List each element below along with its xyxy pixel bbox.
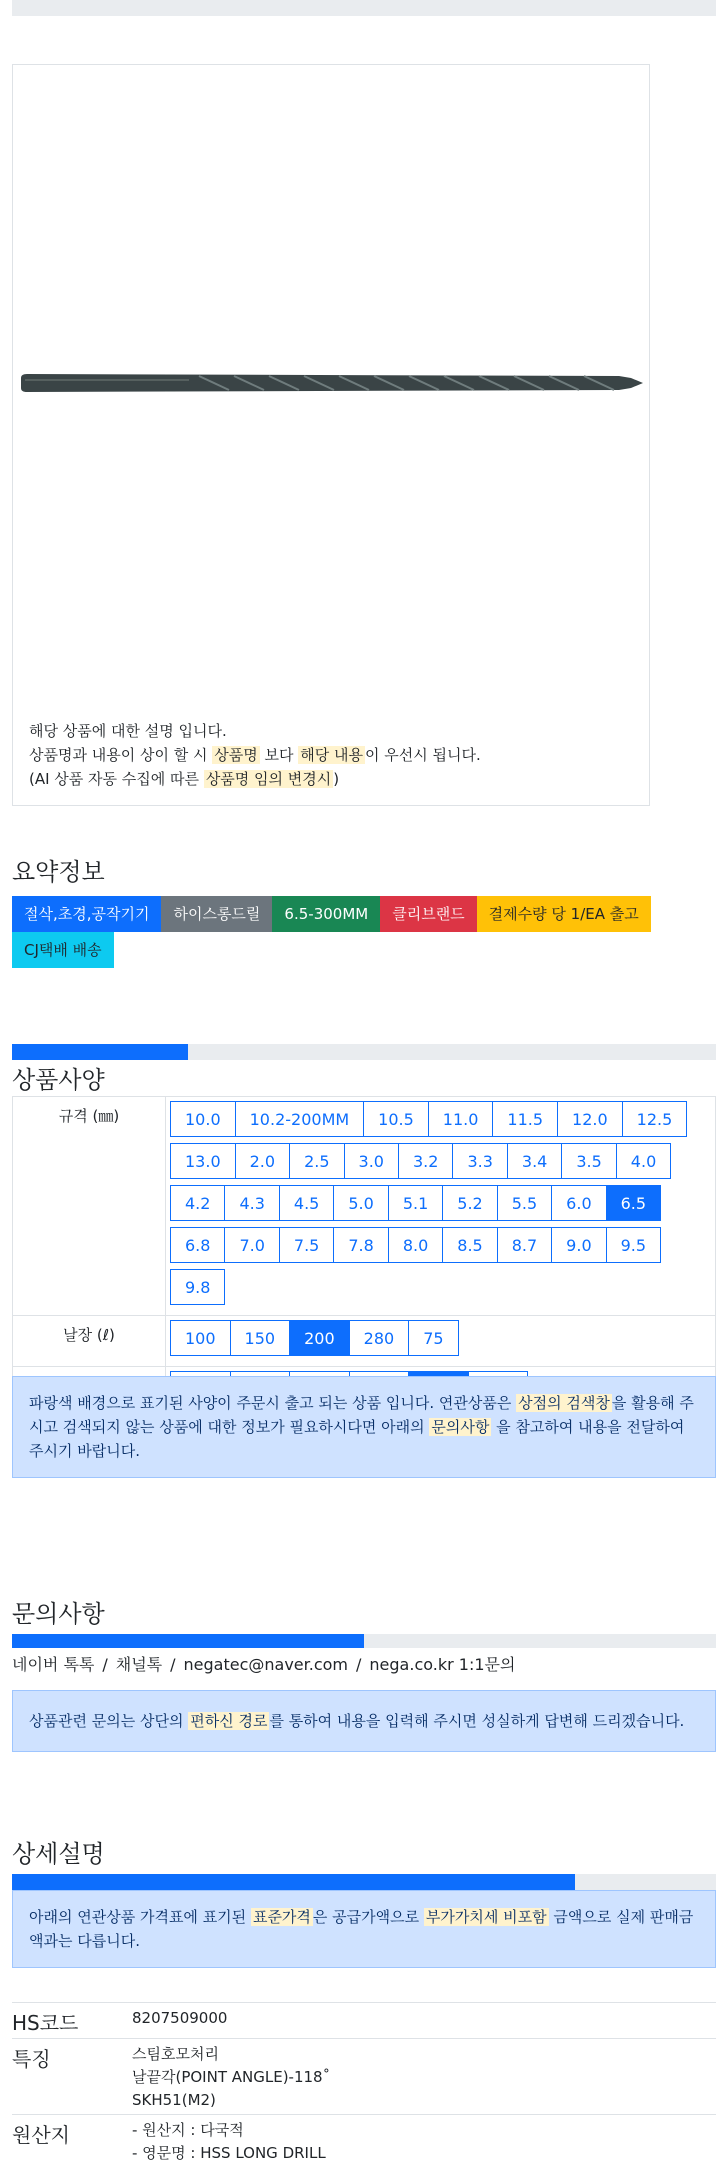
separator: / [356,1655,362,1674]
highlight: 상품명 임의 변경시 [205,770,332,788]
spec-option-button[interactable]: 7.8 [333,1227,388,1263]
product-description [29,719,481,791]
info-key: 원산지 [12,2115,132,2167]
inquiry-progress-fill [12,1634,364,1648]
contact-link[interactable]: 네이버 톡톡 [12,1655,95,1674]
inquiry-progress [12,1634,716,1648]
spec-row [13,1097,716,1316]
separator: / [102,1655,108,1674]
inquiry-notice [12,1690,716,1752]
spec-notice [12,1376,716,1478]
spec-option-button[interactable]: 13.0 [170,1143,236,1179]
spec-option-button[interactable]: 3.0 [344,1143,399,1179]
info-value-line: 스팀호모처리 [132,2045,219,2063]
summary-badge: 절삭,초경,공작기기 [12,896,161,932]
text: 파랑색 배경으로 표기된 사양이 주문시 출고 되는 상품 입니다. 연관상품은 [29,1394,512,1412]
spec-option-button[interactable]: 9.8 [170,1269,225,1305]
spec-table [12,1096,716,1418]
spec-option-button[interactable]: 5.0 [333,1185,388,1221]
spec-title: 상품사양 [12,1066,105,1094]
info-value [132,2115,716,2167]
spec-option-button[interactable]: 7.5 [279,1227,334,1263]
spec-option-button[interactable]: 2.5 [289,1143,344,1179]
spec-option-button[interactable]: 8.5 [442,1227,497,1263]
spec-option-button[interactable]: 6.5 [606,1185,661,1221]
info-value [132,2003,716,2039]
spec-option-button[interactable]: 9.5 [606,1227,661,1263]
info-value-line: 8207509000 [132,2009,228,2027]
text: 금액으로 실제 판매금액과는 다릅니다. [29,1908,694,1950]
info-row [12,2003,716,2039]
summary-badges [12,896,716,968]
description-line-1: 해당 상품에 대한 설명 입니다. [29,722,227,740]
spec-option-button[interactable]: 12.5 [622,1101,688,1137]
text: (AI 상품 자동 수집에 따른 [29,770,200,788]
info-value-line: - 원산지 : 다국적 [132,2121,244,2139]
spec-option-button[interactable]: 4.3 [224,1185,279,1221]
summary-badge: CJ택배 배송 [12,932,114,968]
detail-info-table [12,2002,716,2167]
spec-options [166,1097,716,1316]
spec-label: 날장 (ℓ) [13,1316,166,1367]
inquiry-title: 문의사항 [12,1600,105,1628]
spec-option-button[interactable]: 8.7 [497,1227,552,1263]
spec-option-button[interactable]: 3.5 [561,1143,616,1179]
spec-option-button[interactable]: 280 [349,1320,410,1356]
spec-option-button[interactable]: 12.0 [557,1101,623,1137]
spec-progress-fill [12,1044,188,1060]
spec-option-button[interactable]: 5.2 [442,1185,497,1221]
spec-option-button[interactable]: 7.0 [224,1227,279,1263]
spec-progress [12,1044,716,1060]
spec-option-button[interactable]: 11.5 [492,1101,558,1137]
text: 을 활용해 주시고 검색되지 않는 상품에 대한 정보가 필요하시다면 아래의 [29,1394,694,1436]
spec-option-button[interactable]: 3.4 [507,1143,562,1179]
info-key: HS코드 [12,2003,132,2039]
separator: / [170,1655,176,1674]
highlight: 상점의 검색창 [518,1394,610,1412]
spec-option-button[interactable]: 10.5 [363,1101,429,1137]
product-image-panel [12,64,650,806]
spec-option-button[interactable]: 3.2 [398,1143,453,1179]
page [12,0,716,2162]
top-progress-bar [12,0,716,16]
spec-option-button[interactable]: 5.1 [388,1185,443,1221]
contact-links [12,1652,515,1675]
info-row [12,2115,716,2167]
info-value-line: - 영문명 : HSS LONG DRILL [132,2144,326,2162]
contact-link[interactable]: 채널톡 [115,1655,163,1674]
spec-option-button[interactable]: 75 [408,1320,458,1356]
info-key: 특징 [12,2039,132,2115]
spec-option-button[interactable]: 9.0 [551,1227,606,1263]
text: 상품관련 문의는 상단의 [29,1712,184,1730]
spec-option-button[interactable]: 4.5 [279,1185,334,1221]
text: 은 공급가액으로 [312,1908,420,1926]
info-value [132,2039,716,2115]
spec-option-button[interactable]: 6.0 [551,1185,606,1221]
info-value-line: 날끝각(POINT ANGLE)-118˚ [132,2068,331,2086]
spec-row [13,1316,716,1367]
summary-badge: 클리브랜드 [380,896,476,932]
contact-link[interactable]: negatec@naver.com [183,1655,349,1674]
spec-options [166,1316,716,1367]
spec-option-button[interactable]: 200 [289,1320,350,1356]
summary-badge: 6.5-300MM [272,896,380,932]
spec-option-button[interactable]: 4.2 [170,1185,225,1221]
summary-title: 요약정보 [12,858,105,886]
spec-option-button[interactable]: 5.5 [497,1185,552,1221]
spec-option-button[interactable]: 6.8 [170,1227,225,1263]
highlight: 편하신 경로 [190,1712,268,1730]
detail-title: 상세설명 [12,1840,105,1868]
contact-link[interactable]: nega.co.kr 1:1문의 [369,1655,516,1674]
info-value-line: SKH51(M2) [132,2091,216,2109]
spec-option-button[interactable]: 11.0 [428,1101,494,1137]
highlight: 부가가치세 비포함 [425,1908,547,1926]
description-line-3 [29,767,481,791]
detail-progress-fill [12,1874,575,1890]
text: ) [333,770,340,788]
spec-option-button[interactable]: 10.0 [170,1101,236,1137]
highlight: 상품명 [214,746,258,764]
highlight: 표준가격 [252,1908,311,1926]
text: 이 우선시 됩니다. [365,746,481,764]
spec-label: 규격 (㎜) [13,1097,166,1316]
spec-option-button[interactable]: 100 [170,1320,231,1356]
description-line-2 [29,743,481,767]
summary-badge: 결제수량 당 1/EA 출고 [477,896,651,932]
text: 보다 [264,746,294,764]
highlight: 문의사항 [431,1418,490,1436]
detail-progress [12,1874,716,1890]
spec-option-button[interactable]: 8.0 [388,1227,443,1263]
detail-notice [12,1890,716,1968]
info-row [12,2039,716,2115]
text: 을 참고하여 내용을 전달하여 주시기 바랍니다. [29,1418,685,1460]
spec-option-button[interactable]: 2.0 [235,1143,290,1179]
drill-image [19,372,644,394]
spec-option-button[interactable]: 3.3 [452,1143,507,1179]
text: 를 통하여 내용을 입력해 주시면 성실하게 답변해 드리겠습니다. [269,1712,685,1730]
highlight: 해당 내용 [300,746,364,764]
spec-option-button[interactable]: 4.0 [616,1143,671,1179]
text: 아래의 연관상품 가격표에 표기된 [29,1908,247,1926]
spec-option-button[interactable]: 10.2-200MM [235,1101,365,1137]
text: 상품명과 내용이 상이 할 시 [29,746,208,764]
spec-option-button[interactable]: 150 [230,1320,291,1356]
summary-badge: 하이스롱드릴 [161,896,272,932]
